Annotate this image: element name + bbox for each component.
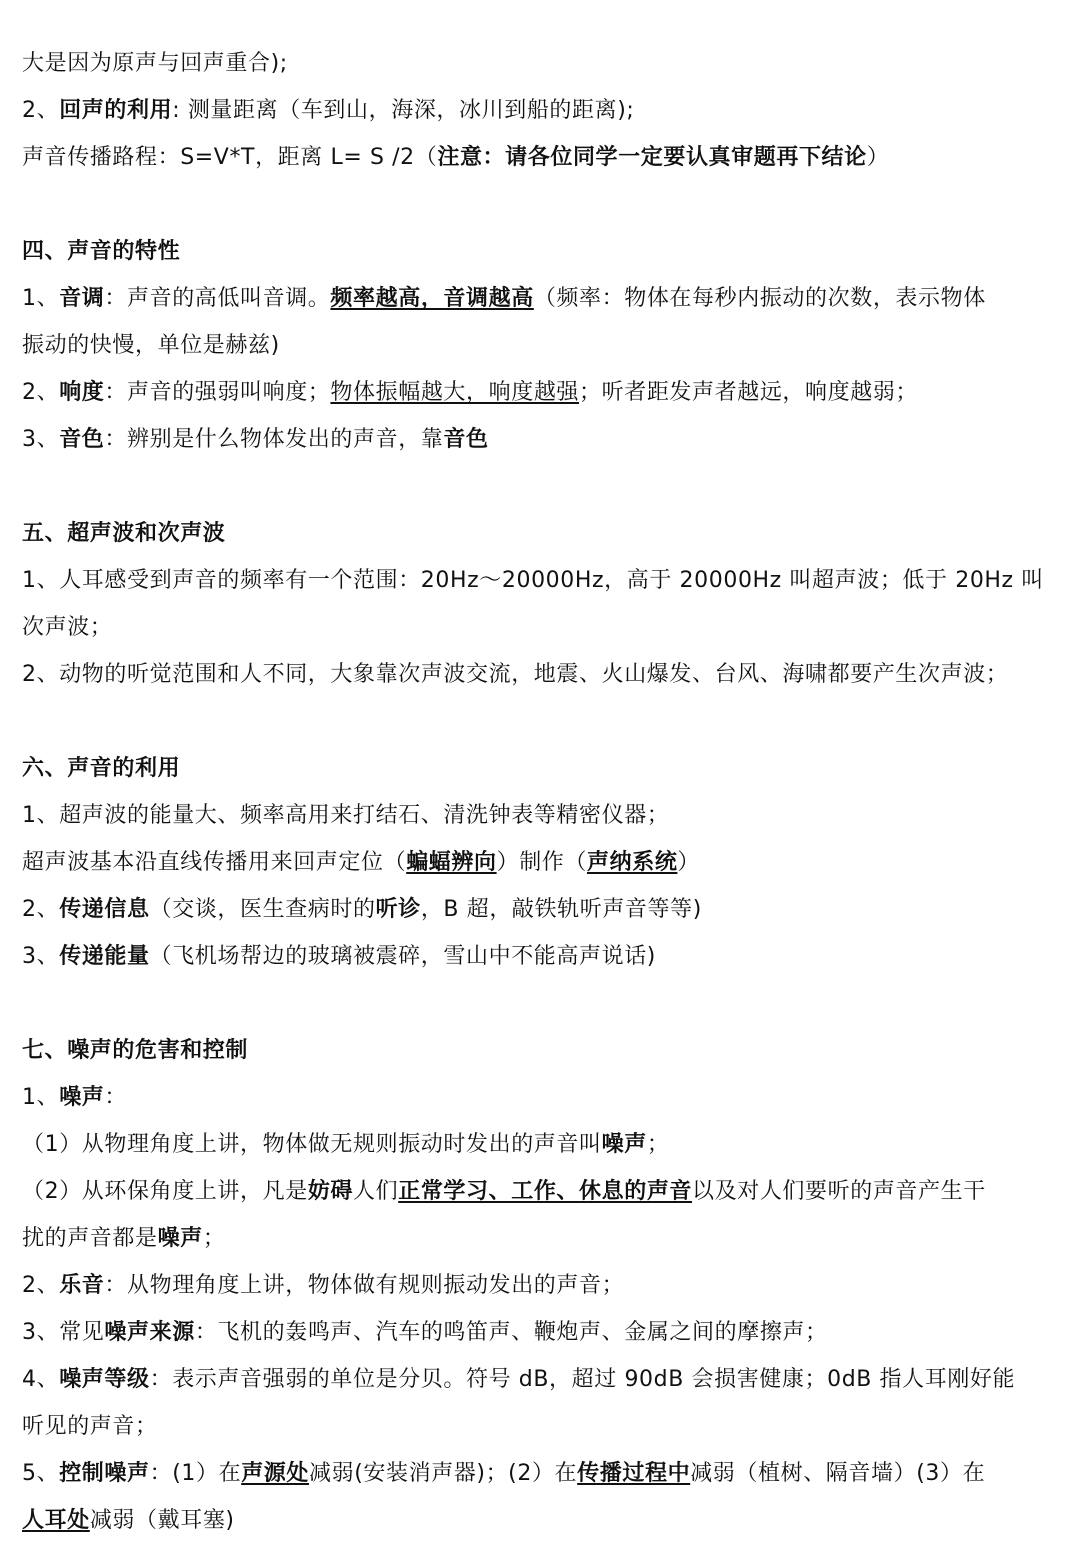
text-line [22, 87, 1062, 134]
bold-term: 音色 [443, 427, 489, 452]
text-line [22, 416, 1062, 463]
text: （飞机场帮边的玻璃被震碎，雪山中不能高声说话) [149, 944, 656, 969]
key-point: 人耳处 [22, 1508, 90, 1533]
text: ；听者距发声者越远，响度越弱； [579, 380, 919, 405]
text: ：声音的强弱叫响度； [104, 380, 331, 405]
bold-term: 音调 [59, 286, 105, 311]
text: ，B 超，敲铁轨听声音等等) [420, 897, 702, 922]
text: 1、 [22, 286, 60, 311]
bold-term: 妨碍 [307, 1179, 354, 1204]
text-line [22, 1450, 1062, 1497]
text: 2、动物的听觉范围和人不同，大象靠次声波交流，地震、火山爆发、台风、海啸都要产生次声波； [22, 662, 1009, 687]
text: 减弱(安装消声器)；(2）在 [309, 1461, 578, 1486]
text-line [22, 40, 1062, 87]
text: 3、 [22, 427, 60, 452]
text: 振动的快慢，单位是赫兹) [22, 333, 280, 358]
text: 人们 [353, 1179, 399, 1204]
bold-term: 控制噪声 [59, 1461, 150, 1486]
text: 听见的声音； [22, 1414, 158, 1439]
text: 2、 [22, 98, 60, 123]
text-line [22, 651, 1062, 698]
text: 减弱（戴耳塞) [89, 1508, 235, 1533]
key-point: 频率越高，音调越高 [330, 286, 534, 311]
text-line [22, 933, 1062, 980]
spacer [22, 698, 1062, 745]
text-line [22, 1309, 1062, 1356]
text: ：声音的高低叫音调。 [104, 286, 331, 311]
text-line [22, 322, 1062, 369]
text: ：表示声音强弱的单位是分贝。符号 dB，超过 90dB 会损害健康；0dB 指人耳刚好能 [149, 1367, 1016, 1392]
key-point: 物体振幅越大，响度越强 [330, 380, 580, 405]
text: 次声波； [22, 615, 113, 640]
section-heading: 五、超声波和次声波 [22, 521, 226, 546]
text: （频率：物体在每秒内振动的次数，表示物体 [533, 286, 986, 311]
text-line [22, 604, 1062, 651]
bold-term: 噪声来源 [104, 1320, 195, 1345]
bold-term: 音色 [59, 427, 105, 452]
text: 扰的声音都是 [22, 1226, 158, 1251]
text: ：辨别是什么物体发出的声音，靠 [104, 427, 444, 452]
spacer [22, 463, 1062, 510]
key-point: 传播过程中 [577, 1461, 691, 1486]
text-line [22, 1121, 1062, 1168]
text-line [22, 369, 1062, 416]
text: 声音传播路程：S=V*T，距离 L= S /2（ [22, 145, 438, 170]
bold-term: 听诊 [375, 897, 421, 922]
section-heading: 六、声音的利用 [22, 756, 181, 781]
text-line [22, 1215, 1062, 1262]
text: 2、 [22, 380, 60, 405]
section-heading: 四、声音的特性 [22, 239, 181, 264]
text: ：飞机的轰鸣声、汽车的鸣笛声、鞭炮声、金属之间的摩擦声； [194, 1320, 828, 1345]
text: （1）从物理角度上讲，物体做无规则振动时发出的声音叫 [22, 1132, 602, 1157]
text: 2、 [22, 1273, 60, 1298]
text: ：从物理角度上讲，物体做有规则振动发出的声音； [104, 1273, 625, 1298]
bold-term: 乐音 [59, 1273, 105, 1298]
text: （交谈，医生查病时的 [149, 897, 376, 922]
text: : 测量距离（车到山，海深，冰川到船的距离); [172, 98, 635, 123]
bold-term: 回声的利用 [59, 98, 173, 123]
text-line [22, 1403, 1062, 1450]
bold-term: 传递能量 [59, 944, 150, 969]
key-point: 声源处 [241, 1461, 310, 1486]
section-heading: 七、噪声的危害和控制 [22, 1038, 249, 1063]
text: 3、 [22, 944, 60, 969]
text-line [22, 792, 1062, 839]
text-line [22, 557, 1062, 604]
text-line [22, 839, 1062, 886]
text-line [22, 1497, 1062, 1544]
text-line [22, 1356, 1062, 1403]
text: 4、 [22, 1367, 60, 1392]
spacer [22, 980, 1062, 1027]
text: ； [646, 1132, 670, 1157]
text: （2）从环保角度上讲，凡是 [22, 1179, 308, 1204]
document-page [22, 40, 1062, 1544]
text-line [22, 1262, 1062, 1309]
text: ； [202, 1226, 226, 1251]
bold-term: 噪声 [59, 1085, 105, 1110]
bold-term: 传递信息 [59, 897, 150, 922]
text: ：(1）在 [149, 1461, 242, 1486]
spacer [22, 181, 1062, 228]
text: ： [104, 1085, 128, 1110]
bold-term: 噪声等级 [59, 1367, 150, 1392]
text: 大是因为原声与回声重合); [22, 51, 288, 76]
bold-note: 注意：请各位同学一定要认真审题再下结论 [437, 145, 867, 170]
key-point: 声纳系统 [587, 850, 678, 875]
text-line [22, 275, 1062, 322]
text: 1、超声波的能量大、频率高用来打结石、清洗钟表等精密仪器； [22, 803, 670, 828]
text-line [22, 134, 1062, 181]
text: 1、 [22, 1085, 60, 1110]
text: ）制作（ [496, 850, 588, 875]
text: 减弱（植树、隔音墙）(3）在 [690, 1461, 986, 1486]
key-point: 蝙蝠辨向 [406, 850, 497, 875]
text-line [22, 1074, 1062, 1121]
bold-term: 噪声 [601, 1132, 647, 1157]
text-line [22, 886, 1062, 933]
text: 3、常见 [22, 1320, 105, 1345]
text: ） [677, 850, 701, 875]
text: 5、 [22, 1461, 60, 1486]
text: 以及对人们要听的声音产生干 [692, 1179, 986, 1204]
text: ） [866, 145, 890, 170]
text-line [22, 1168, 1062, 1215]
bold-term: 响度 [59, 380, 105, 405]
key-point: 正常学习、工作、休息的声音 [398, 1179, 693, 1204]
text: 超声波基本沿直线传播用来回声定位（ [22, 850, 407, 875]
bold-term: 噪声 [157, 1226, 203, 1251]
text: 2、 [22, 897, 60, 922]
text: 1、人耳感受到声音的频率有一个范围：20Hz～20000Hz，高于 20000Hz 叫超声波；低于 20Hz 叫 [22, 568, 1044, 593]
